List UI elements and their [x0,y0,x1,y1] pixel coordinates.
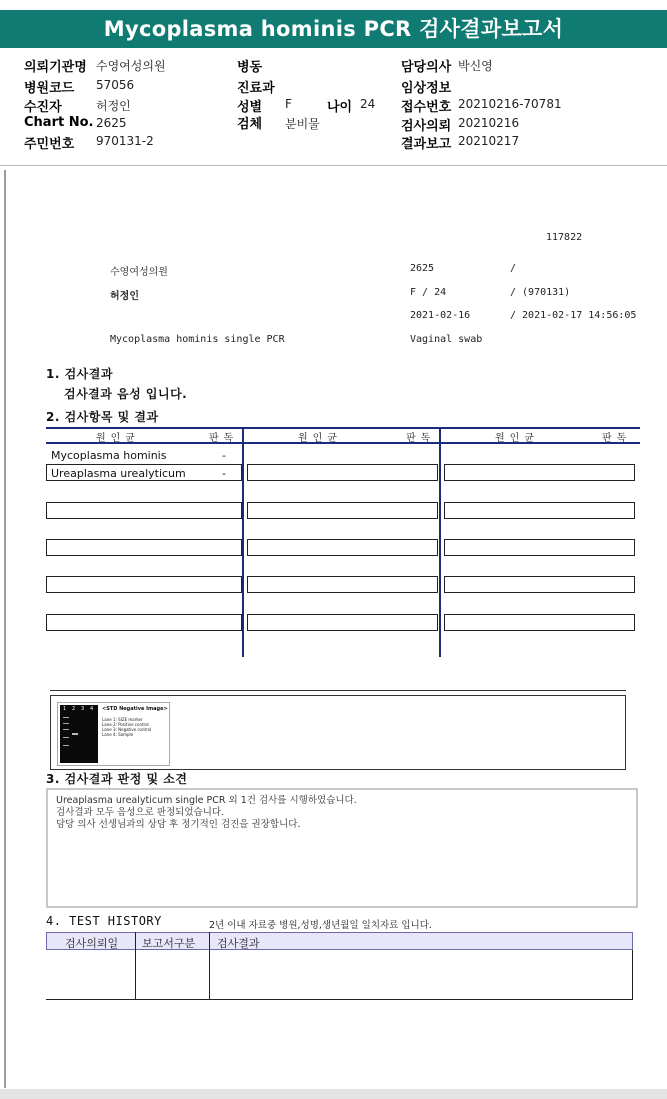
report-received-date: 2021-02-16 [410,310,471,321]
lane-label-4: 4 [90,706,94,712]
value-specimen: 분비물 [285,117,320,131]
report-title: Mycoplasma hominis PCR 검사결과보고서 [0,10,667,48]
section1-result: 검사결과 음성 입니다. [64,387,188,401]
result-box [247,464,438,481]
label-clinical-info: 임상정보 [401,81,452,96]
section3-title: 3. 검사결과 판정 및 소견 [46,772,188,786]
col-organism-3: 원인균 [495,433,539,444]
value-requesting-clinic: 수영여성의원 [96,59,166,73]
history-divider [209,932,210,1000]
result-box [444,576,635,593]
result-box [247,502,438,519]
label-resident-number: 주민번호 [24,137,75,152]
history-col-request-date: 검사의뢰일 [65,937,119,950]
col-organism-1: 원인균 [96,433,140,444]
value-sex: F [285,97,292,111]
conclusion-box [46,788,638,908]
result-box [247,576,438,593]
gel-legend-item: Lane 3: Negative control [102,727,152,732]
history-col-result: 검사결과 [217,937,260,950]
report-slash: / [510,263,517,274]
gel-top-rule [50,690,626,691]
report-birth: / (970131) [510,287,571,298]
gel-legend [102,717,151,737]
gel-figure [57,702,170,766]
value-receipt-number: 20210216-70781 [458,97,562,111]
value-hospital-code: 57056 [96,78,135,92]
result-row-1: - [222,449,226,462]
history-table [46,932,633,1000]
col-organism-2: 원인균 [298,433,342,444]
patient-info-panel [0,50,667,166]
report-reported-datetime: / 2021-02-17 14:56:05 [510,310,637,321]
label-sex: 성별 [237,100,263,115]
value-doctor: 박신영 [458,59,493,73]
conclusion-line: 검사결과 모두 음성으로 판정되었습니다. [56,807,225,818]
label-department: 진료과 [237,81,275,96]
value-resident-number: 970131-2 [96,134,154,148]
report-clinic: 수영여성의원 [110,267,168,278]
result-box [444,464,635,481]
result-box [46,539,242,556]
value-patient: 허정인 [96,99,131,113]
result-box [46,614,242,631]
table-divider-1 [242,427,244,657]
result-row-2: - [222,467,226,480]
col-judgement-1: 판독 [209,433,239,444]
label-chart-no: Chart No. [24,115,94,130]
label-doctor: 담당의사 [401,60,452,75]
label-patient: 수진자 [24,100,62,115]
conclusion-text [56,795,357,831]
value-report-date: 20210217 [458,134,520,148]
report-sex-age: F / 24 [410,287,447,298]
gel-lanes [60,705,98,763]
result-box [46,502,242,519]
table-divider-2 [439,427,441,657]
result-box [46,576,242,593]
result-box [444,502,635,519]
value-chart-no: 2625 [96,116,127,130]
result-box [247,614,438,631]
report-code: 117822 [546,232,583,243]
report-document [4,170,667,1088]
conclusion-line: Ureaplasma urealyticum single PCR 외 1건 검사를 시행하였습니다. [56,795,357,806]
section4-note: 2년 이내 자료중 병원,성명,생년월일 일치자료 입니다. [209,920,432,931]
history-bottom-line [46,999,633,1000]
gel-title: <STD Negative Image> [102,706,168,712]
label-receipt-number: 접수번호 [401,100,452,115]
report-chart-no: 2625 [410,263,435,274]
organism-row-1: Mycoplasma hominis [51,449,167,462]
lane-label-1: 1 [63,706,67,712]
result-box [444,614,635,631]
result-box [444,539,635,556]
section1-title: 1. 검사결과 [46,367,113,381]
bottom-bar [0,1089,667,1099]
gel-legend-item: Lane 1: SIZE marker [102,717,143,722]
label-ward: 병동 [237,60,263,75]
gel-legend-item: Lane 4: Sample [102,732,134,737]
history-divider [135,932,136,1000]
value-request-date: 20210216 [458,116,520,130]
gel-legend-item: Lane 2: Positive control [102,722,149,727]
history-divider [632,950,633,1000]
label-age: 나이 [327,100,353,115]
label-hospital-code: 병원코드 [24,81,75,96]
label-specimen: 검체 [237,117,263,132]
section4-title: 4. TEST HISTORY [46,914,162,928]
label-report-date: 결과보고 [401,137,452,152]
result-box [247,539,438,556]
label-request-date: 검사의뢰 [401,119,452,134]
organism-row-2: Ureaplasma urealyticum [51,467,186,480]
history-col-report-type: 보고서구분 [142,937,196,950]
lane-label-3: 3 [81,706,85,712]
gel-image-box [50,695,626,770]
report-patient-name: 허정인 [110,291,139,302]
value-age: 24 [360,97,376,111]
col-judgement-2: 판독 [406,433,436,444]
report-specimen: Vaginal swab [410,334,483,345]
lane-label-2: 2 [72,706,76,712]
label-requesting-clinic: 의뢰기관명 [24,60,87,75]
report-test-name: Mycoplasma hominis single PCR [110,334,285,345]
section2-title: 2. 검사항목 및 결과 [46,410,159,424]
col-judgement-3: 판독 [602,433,632,444]
conclusion-line: 담당 의사 선생님과의 상담 후 정기적인 검진을 권장합니다. [56,819,301,830]
